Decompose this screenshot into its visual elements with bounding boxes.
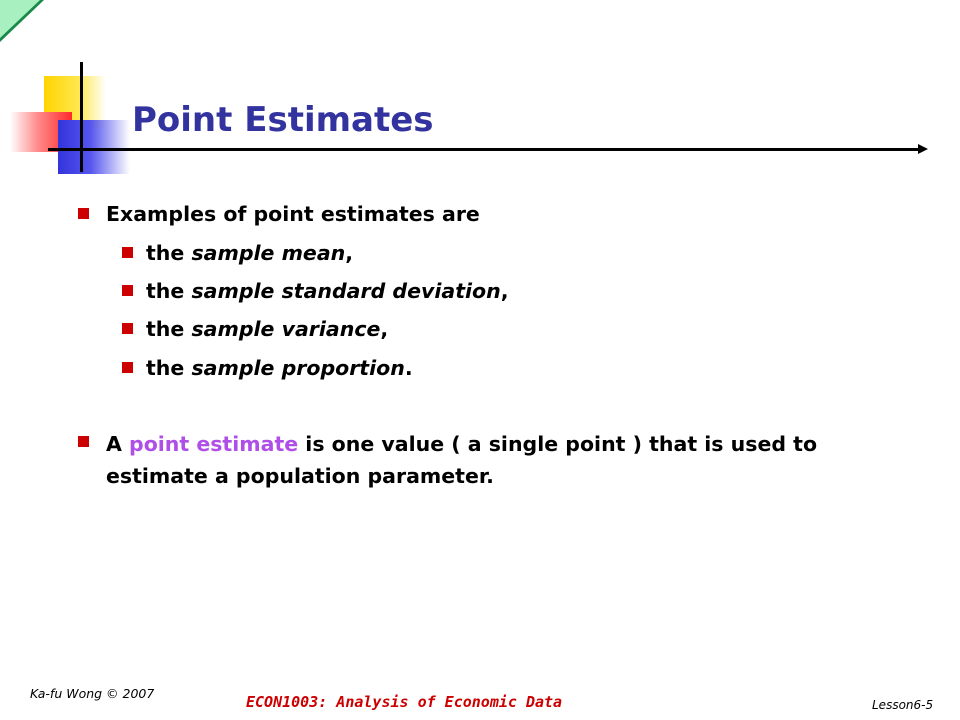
definition-text xyxy=(106,428,906,492)
bullet-square xyxy=(78,436,89,447)
slide-title: Point Estimates xyxy=(132,100,434,140)
example-term: sample variance xyxy=(191,317,381,341)
example-prefix: the xyxy=(146,279,192,303)
example-item xyxy=(146,352,413,384)
example-prefix: the xyxy=(146,356,192,380)
example-term: sample mean xyxy=(191,241,346,265)
example-suffix: , xyxy=(380,317,389,341)
example-prefix: the xyxy=(146,317,192,341)
title-rule-arrowhead xyxy=(918,144,928,154)
definition-suffix: is one value ( a single point ) that is used to estimate a population parameter. xyxy=(106,432,818,488)
example-term: sample proportion xyxy=(191,356,405,380)
corner-tab-fill xyxy=(0,0,40,38)
bullet-square xyxy=(122,285,133,296)
corner-tab xyxy=(0,0,46,46)
footer-course: ECON1003: Analysis of Economic Data xyxy=(246,693,563,711)
bullet-square xyxy=(78,208,89,219)
example-suffix: , xyxy=(500,279,509,303)
example-item xyxy=(146,313,388,345)
decoration-vertical-line xyxy=(80,62,83,172)
bullet-square xyxy=(122,323,133,334)
example-prefix: the xyxy=(146,241,192,265)
example-suffix: , xyxy=(345,241,354,265)
example-term: sample standard deviation xyxy=(191,279,501,303)
decoration-blue-block xyxy=(58,120,130,174)
example-item xyxy=(146,275,509,307)
bullet-square xyxy=(122,362,133,373)
footer-author: Ka-fu Wong © 2007 xyxy=(30,686,155,701)
example-suffix: . xyxy=(404,356,413,380)
definition-prefix: A xyxy=(106,432,130,456)
title-rule xyxy=(48,148,920,151)
title-decoration xyxy=(0,60,140,180)
intro-text: Examples of point estimates are xyxy=(106,202,480,226)
definition-term: point estimate xyxy=(129,432,299,456)
footer-lesson: Lesson6-5 xyxy=(872,698,934,712)
bullet-square xyxy=(122,247,133,258)
example-item xyxy=(146,237,353,269)
